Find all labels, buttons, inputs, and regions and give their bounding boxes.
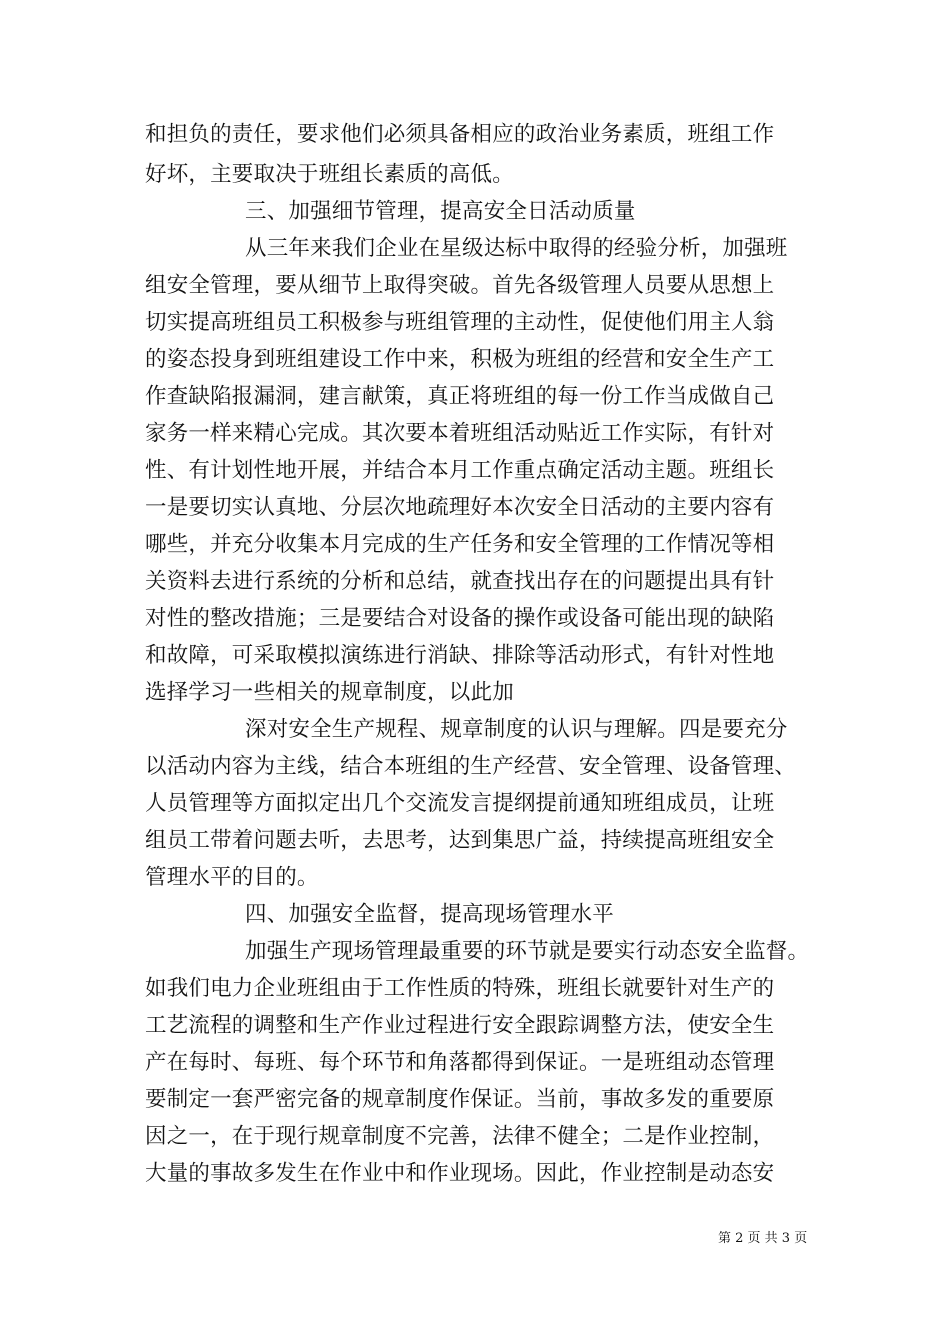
- text-line: 性、有计划性地开展，并结合本月工作重点确定活动主题。班组长: [145, 458, 775, 483]
- text-line: 以活动内容为主线，结合本班组的生产经营、安全管理、设备管理、: [145, 754, 797, 779]
- text-line: 一是要切实认真地、分层次地疏理好本次安全日活动的主要内容有: [145, 495, 775, 520]
- text-line: 管理水平的目的。: [145, 865, 319, 890]
- text-line: 如我们电力企业班组由于工作性质的特殊，班组长就要针对生产的: [145, 976, 775, 1001]
- text-line: 关资料去进行系统的分析和总结，就查找出存在的问题提出具有针: [145, 569, 775, 594]
- text-line: 大量的事故多发生在作业中和作业现场。因此，作业控制是动态安: [145, 1161, 775, 1186]
- text-line: 的姿态投身到班组建设工作中来，积极为班组的经营和安全生产工: [145, 347, 775, 372]
- section-heading: 四、加强安全监督，提高现场管理水平: [245, 902, 614, 927]
- text-line: 对性的整改措施；三是要结合对设备的操作或设备可能出现的缺陷: [145, 606, 775, 631]
- text-line: 工艺流程的调整和生产作业过程进行安全跟踪调整方法，使安全生: [145, 1013, 775, 1038]
- text-line: 哪些，并充分收集本月完成的生产任务和安全管理的工作情况等相: [145, 532, 775, 557]
- text-line: 要制定一套严密完备的规章制度作保证。当前，事故多发的重要原: [145, 1087, 775, 1112]
- text-line: 人员管理等方面拟定出几个交流发言提纲提前通知班组成员，让班: [145, 791, 775, 816]
- text-line: 产在每时、每班、每个环节和角落都得到保证。一是班组动态管理: [145, 1050, 775, 1075]
- page-number: 第 2 页 共 3 页: [718, 1231, 808, 1246]
- text-line: 组员工带着问题去听，去思考，达到集思广益，持续提高班组安全: [145, 828, 775, 853]
- paragraph-first-line: 加强生产现场管理最重要的环节就是要实行动态安全监督。: [245, 939, 810, 964]
- section-heading: 三、加强细节管理，提高安全日活动质量: [245, 199, 636, 224]
- text-line: 和担负的责任，要求他们必须具备相应的政治业务素质，班组工作: [145, 122, 775, 147]
- text-line: 和故障，可采取模拟演练进行消缺、排除等活动形式，有针对性地: [145, 643, 775, 668]
- text-line: 因之一，在于现行规章制度不完善，法律不健全；二是作业控制，: [145, 1124, 775, 1149]
- text-line: 家务一样来精心完成。其次要本着班组活动贴近工作实际，有针对: [145, 421, 775, 446]
- text-line: 好坏，主要取决于班组长素质的高低。: [145, 162, 514, 187]
- paragraph-first-line: 从三年来我们企业在星级达标中取得的经验分析，加强班: [245, 236, 788, 261]
- paragraph-first-line: 深对安全生产规程、规章制度的认识与理解。四是要充分: [245, 717, 788, 742]
- text-line: 切实提高班组员工积极参与班组管理的主动性，促使他们用主人翁: [145, 310, 775, 335]
- text-line: 组安全管理，要从细节上取得突破。首先各级管理人员要从思想上: [145, 273, 775, 298]
- text-line: 选择学习一些相关的规章制度，以此加: [145, 680, 514, 705]
- text-line: 作查缺陷报漏洞，建言献策，真正将班组的每一份工作当成做自己: [145, 384, 775, 409]
